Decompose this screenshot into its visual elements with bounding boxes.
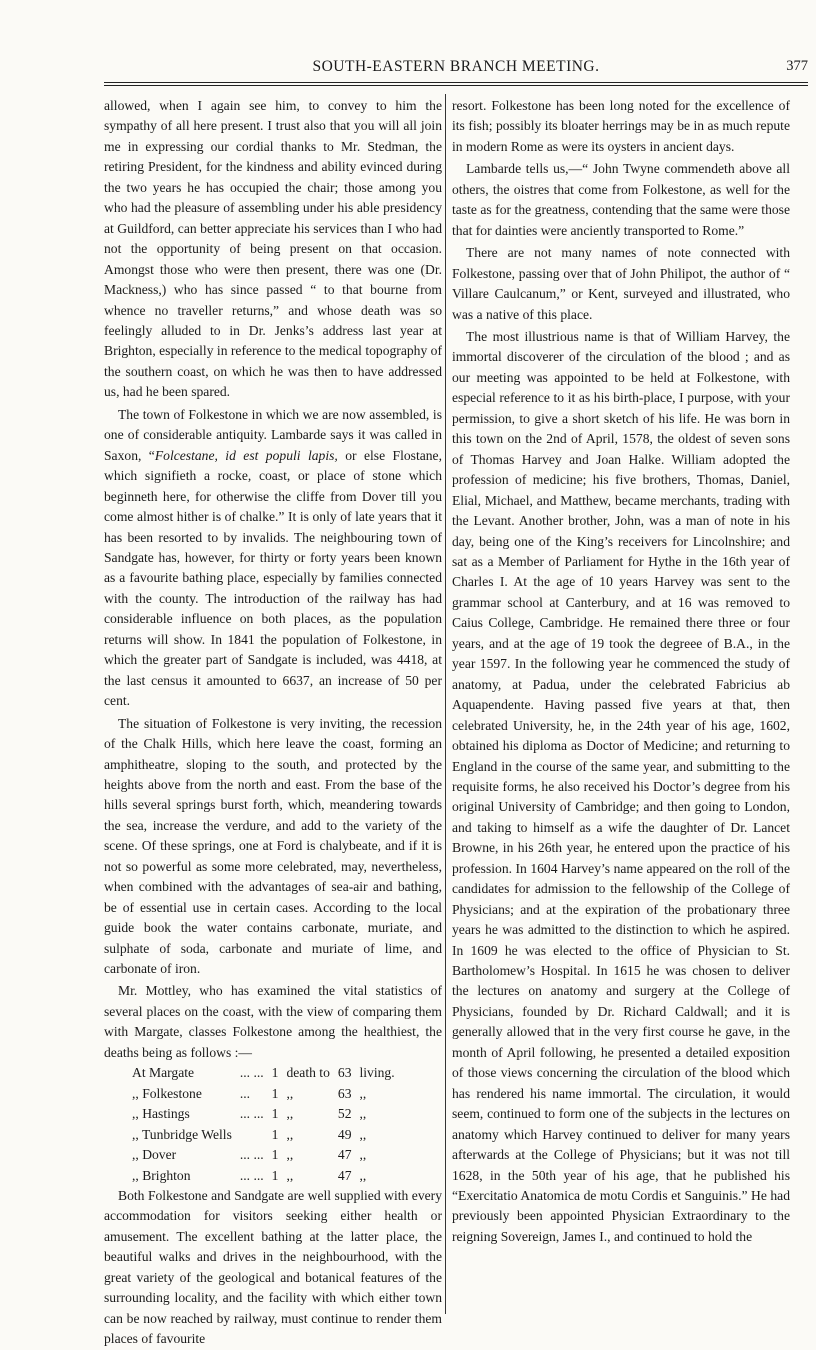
death-table-row bbox=[132, 1125, 403, 1145]
right-paragraph-3: There are not many names of note connected with Folkestone, passing over that of John Philipot, the author of “ Villare Caulcanum,” or Kent, surveyed and illustrated, who was a native of this place. bbox=[452, 245, 790, 322]
death-table-row bbox=[132, 1104, 403, 1124]
right-column bbox=[452, 96, 790, 1247]
right-paragraph-2: Lambarde tells us,—“ John Twyne commendeth above all others, the oistres that come from Folkestone, as well for the taste as for the greatness, contending that the same were those that for dainties were anciently transported to Rome.” bbox=[452, 161, 790, 238]
death-table-living-word: ,, bbox=[359, 1126, 367, 1142]
death-table-row bbox=[132, 1063, 403, 1083]
right-paragraph-4: The most illustrious name is that of William Harvey, the immortal discoverer of the circulation of the blood ; and as our meeting was appointed to be held at Folkestone, with especial reference to it as his birth-place, I purpose, with your permission, to give a short sketch of his life. He was born in this town on the 2nd of April, 1578, the oldest of seven sons of Thomas Harvey and Joan Halke. William adopted the profession of medicine; his five brothers, Thomas, Daniel, Elial, Michael, and Matthew, became merchants, trading with the Levant. Another brother, John, was a man of note in his day, being one of the King’s receivers for Lincolnshire; and sat as a Member of Parliament for Hythe in the 16th year of Charles I. At the age of 10 years Harvey was sent to the grammar school at Canterbury, and at 16 was removed to Caius College, Cambridge. He remained there three or four years, and at the age of 19 took the degreee of B.A., in the year 1597. In the following year he commenced the study of anatomy, at Padua, under the celebrated Fabricius ab Aquapendente. Having passed five years at that, then celebrated University, he, in the 24th year of his age, 1602, obtained his diploma as Doctor of Medicine; and returning to England in the course of the same year, and submitting to the requisite forms, he also received his Doctor’s degree from his original University of Cambridge; and then going to London, and taking to himself as a wife the daughter of Dr. Lancet Browne, in his 26th year, he entered upon the practice of his profession. In 1604 Harvey’s name appeared on the roll of the candidates for admission to the fellowship of the College of Physicians; and at the expiration of the probationary three years he was admitted to the distinction to which he aspired. In 1609 he was elected to the office of Physician to St. Bartholomew’s Hospital. In 1615 he was chosen to deliver the lectures on anatomy and surgery at the College of Physicians, founded by Dr. Richard Caldwall; and it is generally allowed that in the very first course he gave, in the month of April following, he presented a detailed exposition of those views concerning the circulation of the blood which has rendered his name immortal. The circulation, it would seem, continued to form one of the subjects in the lectures on anatomy which Harvey continued to deliver for many years afterwards at the College of Physicians; but it was not till 1628, in the 50th year of his age, that he published his “Exercitatio Anatomica de motu Cordis et Sanguinis.” He had previously been appointed Physician Extraordinary to the reigning Sovereign, James I., and continued to hold the bbox=[452, 328, 790, 1244]
death-table-living-word: living. bbox=[359, 1065, 395, 1081]
p2-text-b: or else Flostane, which signifieth a rocke, coast, or place of stone which beginneth here, for otherwise the cliffe from Dover till you come almost hither is of chalke.” It is only of late years that it has been resorted to by invalids. The neighbouring town of Sandgate has, however, for thirty or forty years been known as a favourite bathing place, especially by families connected with the county. The introduction of the railway has had considerable influence on both places, as the population returns will show. In 1841 the population of Folkestone, in which the greater part of Sandgate is included, was 4418, at the last census it amounted to 6637, an increase of 50 per cent. bbox=[104, 447, 442, 709]
saxon-etymology: Folcestane, id est populi lapis, bbox=[154, 447, 338, 463]
death-table-death-word: ,, bbox=[286, 1167, 294, 1183]
death-table-living-word: ,, bbox=[359, 1167, 367, 1183]
death-table-dots: ... ... bbox=[239, 1106, 264, 1122]
death-table-place: ,, Dover bbox=[132, 1147, 177, 1163]
left-paragraph-3: The situation of Folkestone is very inviting, the recession of the Chalk Hills, which here leave the coast, forming an amphitheatre, sloping to the south, and protected by the heights above from the north and east. From the base of the hills several springs burst forth, which, meandering towards the sea, increase the verdure, and add to the variety of the scene. Of these springs, one at Ford is chalybeate, and if it is not so powerful as some more celebrated, may, nevertheless, when combined with the advantages of sea-air and bathing, be of essential use in certain cases. According to the local guide book the water contains carbonate, muriate, and sulphate of soda, carbonate and muriate of lime, and carbonate of iron. bbox=[104, 715, 442, 977]
running-header bbox=[104, 54, 808, 80]
death-table-place: ,, Brighton bbox=[132, 1167, 191, 1183]
death-table-death-word: death to bbox=[286, 1065, 330, 1081]
death-table-death-word: ,, bbox=[286, 1126, 294, 1142]
death-table-row bbox=[132, 1145, 403, 1165]
death-table-deaths: 1 bbox=[271, 1147, 279, 1163]
header-rule-top bbox=[104, 82, 808, 83]
death-table-row bbox=[132, 1166, 403, 1186]
header-rule-bottom bbox=[104, 85, 808, 86]
death-table-living-word: ,, bbox=[359, 1147, 367, 1163]
death-table-deaths: 1 bbox=[271, 1126, 279, 1142]
death-table-deaths: 1 bbox=[271, 1167, 279, 1183]
page-number: 377 bbox=[786, 58, 808, 74]
death-table-dots: ... bbox=[239, 1085, 251, 1101]
death-table-place: ,, Hastings bbox=[132, 1106, 190, 1122]
left-column bbox=[104, 96, 442, 1350]
death-table-place: ,, Tunbridge Wells bbox=[132, 1126, 232, 1142]
death-table-death-word: ,, bbox=[286, 1147, 294, 1163]
death-table-living: 47 bbox=[337, 1147, 352, 1163]
death-table-living: 47 bbox=[337, 1167, 352, 1183]
right-paragraph-1: resort. Folkestone has been long noted for the excellence of its fish; possibly its bloater herrings may be in as much repute in modern Rome as were its oysters in ancient days. bbox=[452, 98, 790, 154]
death-table-living: 63 bbox=[337, 1085, 352, 1101]
death-table-dots: ... ... bbox=[239, 1065, 264, 1081]
death-table-living-word: ,, bbox=[359, 1085, 367, 1101]
death-table-living-word: ,, bbox=[359, 1106, 367, 1122]
death-table-death-word: ,, bbox=[286, 1085, 294, 1101]
death-table-dots: ... ... bbox=[239, 1147, 264, 1163]
death-table-place: ,, Folkestone bbox=[132, 1085, 202, 1101]
death-table-deaths: 1 bbox=[271, 1085, 279, 1101]
death-table-deaths: 1 bbox=[271, 1065, 279, 1081]
p2-text-a: The town of Folkestone in which we are now assembled, is one of considerable antiquity. Lambarde says it was called in Saxon, “ bbox=[104, 406, 442, 463]
running-title: SOUTH-EASTERN BRANCH MEETING. bbox=[312, 58, 600, 75]
death-rate-table bbox=[132, 1063, 403, 1186]
left-paragraph-2 bbox=[104, 405, 442, 712]
death-table-living: 52 bbox=[337, 1106, 352, 1122]
death-table-dots bbox=[240, 1125, 272, 1145]
death-table-row bbox=[132, 1084, 403, 1104]
left-paragraph-5: Both Folkestone and Sandgate are well supplied with every accommodation for visitors seeking either health or amusement. The excellent bathing at the latter place, the beautiful walks and drives in the neighbourhood, with the great variety of the geological and botanical features of the surrounding locality, and the facility with which either town can be now reached by railway, must continue to render them places of favourite bbox=[104, 1188, 442, 1347]
death-table-death-word: ,, bbox=[286, 1106, 294, 1122]
left-paragraph-4: Mr. Mottley, who has examined the vital statistics of several places on the coast, with the view of comparing them with Margate, classes Folkestone among the healthiest, the deaths being as follows :— bbox=[104, 983, 442, 1060]
column-divider bbox=[445, 94, 446, 1314]
death-table-place: At Margate bbox=[132, 1065, 195, 1081]
death-table-living: 49 bbox=[337, 1126, 352, 1142]
left-paragraph-1: allowed, when I again see him, to convey to him the sympathy of all here present. I trust also that you will all join me in expressing our cordial thanks to Mr. Stedman, the retiring President, for the kindness and ability evinced during the two years he has occupied the chair; those among you who had the pleasure of assembling under his able presidency at Guildford, can better appreciate his services than I who had not the opportunity of being present on that occasion. Amongst those who were then present, there was one (Dr. Mackness,) who has since passed “ to that bourne from whence no traveller returns,” and whose death was so feelingly alluded to in Dr. Jenks’s address last year at Brighton, especially in reference to the medical topography of the southern coast, on which he was then to have addressed us, had he been spared. bbox=[104, 98, 442, 400]
death-table-deaths: 1 bbox=[271, 1106, 279, 1122]
death-table-dots: ... ... bbox=[239, 1167, 264, 1183]
death-table-living: 63 bbox=[337, 1065, 352, 1081]
